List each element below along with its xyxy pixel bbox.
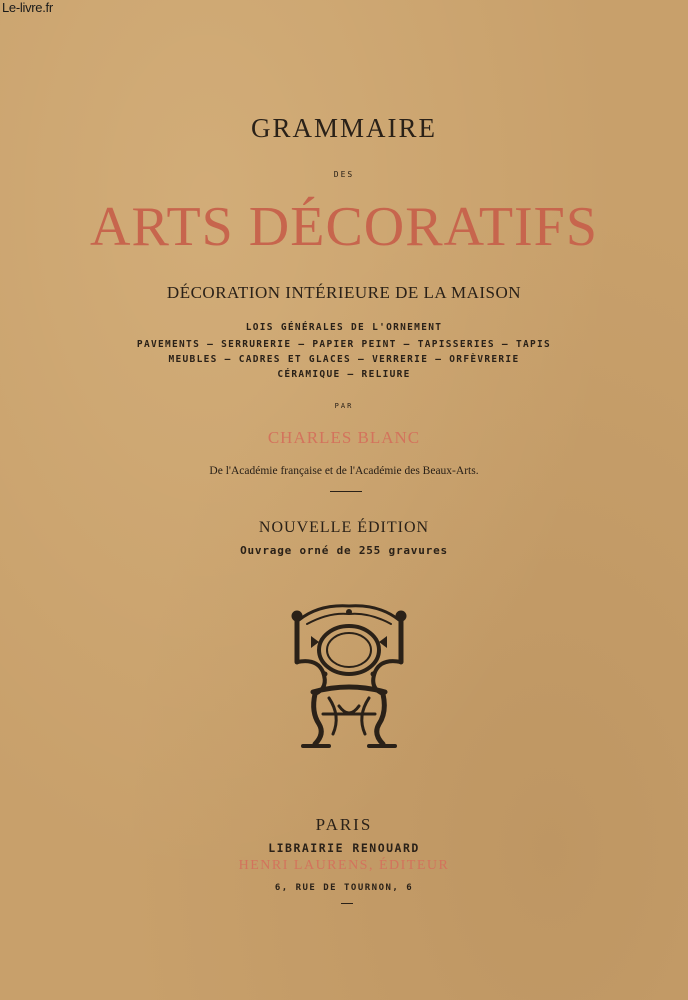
edition-label: NOUVELLE ÉDITION: [258, 519, 430, 536]
par-label: PAR: [334, 402, 354, 410]
illustrations-note: Ouvrage orné de 255 gravures: [240, 544, 448, 557]
contents-line-1: LOIS GÉNÉRALES DE L'ORNEMENT: [245, 322, 443, 333]
author-name: CHARLES BLANC: [267, 428, 421, 447]
contents-line-3: MEUBLES — CADRES ET GLACES — VERRERIE — ORFÈVRERIE: [168, 354, 520, 365]
contents-line-2: PAVEMENTS — SERRURERIE — PAPIER PEINT — TAPISSERIES — TAPIS: [136, 339, 552, 350]
subtitle: DÉCORATION INTÉRIEURE DE LA MAISON: [166, 283, 522, 302]
title-des: DES: [333, 170, 355, 179]
watermark: Le-livre.fr: [2, 0, 53, 15]
library-name: LIBRAIRIE RENOUARD: [268, 841, 420, 855]
divider-rule: [330, 491, 362, 492]
publisher-address: 6, RUE DE TOURNON, 6: [274, 883, 414, 893]
city: PARIS: [315, 815, 373, 834]
title-arts-decoratifs: ARTS DÉCORATIFS: [90, 196, 598, 258]
bottom-rule: [341, 903, 353, 904]
author-affiliation: De l'Académie française et de l'Académie des Beaux-Arts.: [209, 465, 479, 477]
publisher-name: HENRI LAURENS, ÉDITEUR: [238, 858, 450, 873]
ornamental-throne-icon: [289, 602, 409, 750]
contents-line-4: CÉRAMIQUE — RELIURE: [277, 369, 411, 380]
title-grammaire: GRAMMAIRE: [250, 113, 437, 143]
